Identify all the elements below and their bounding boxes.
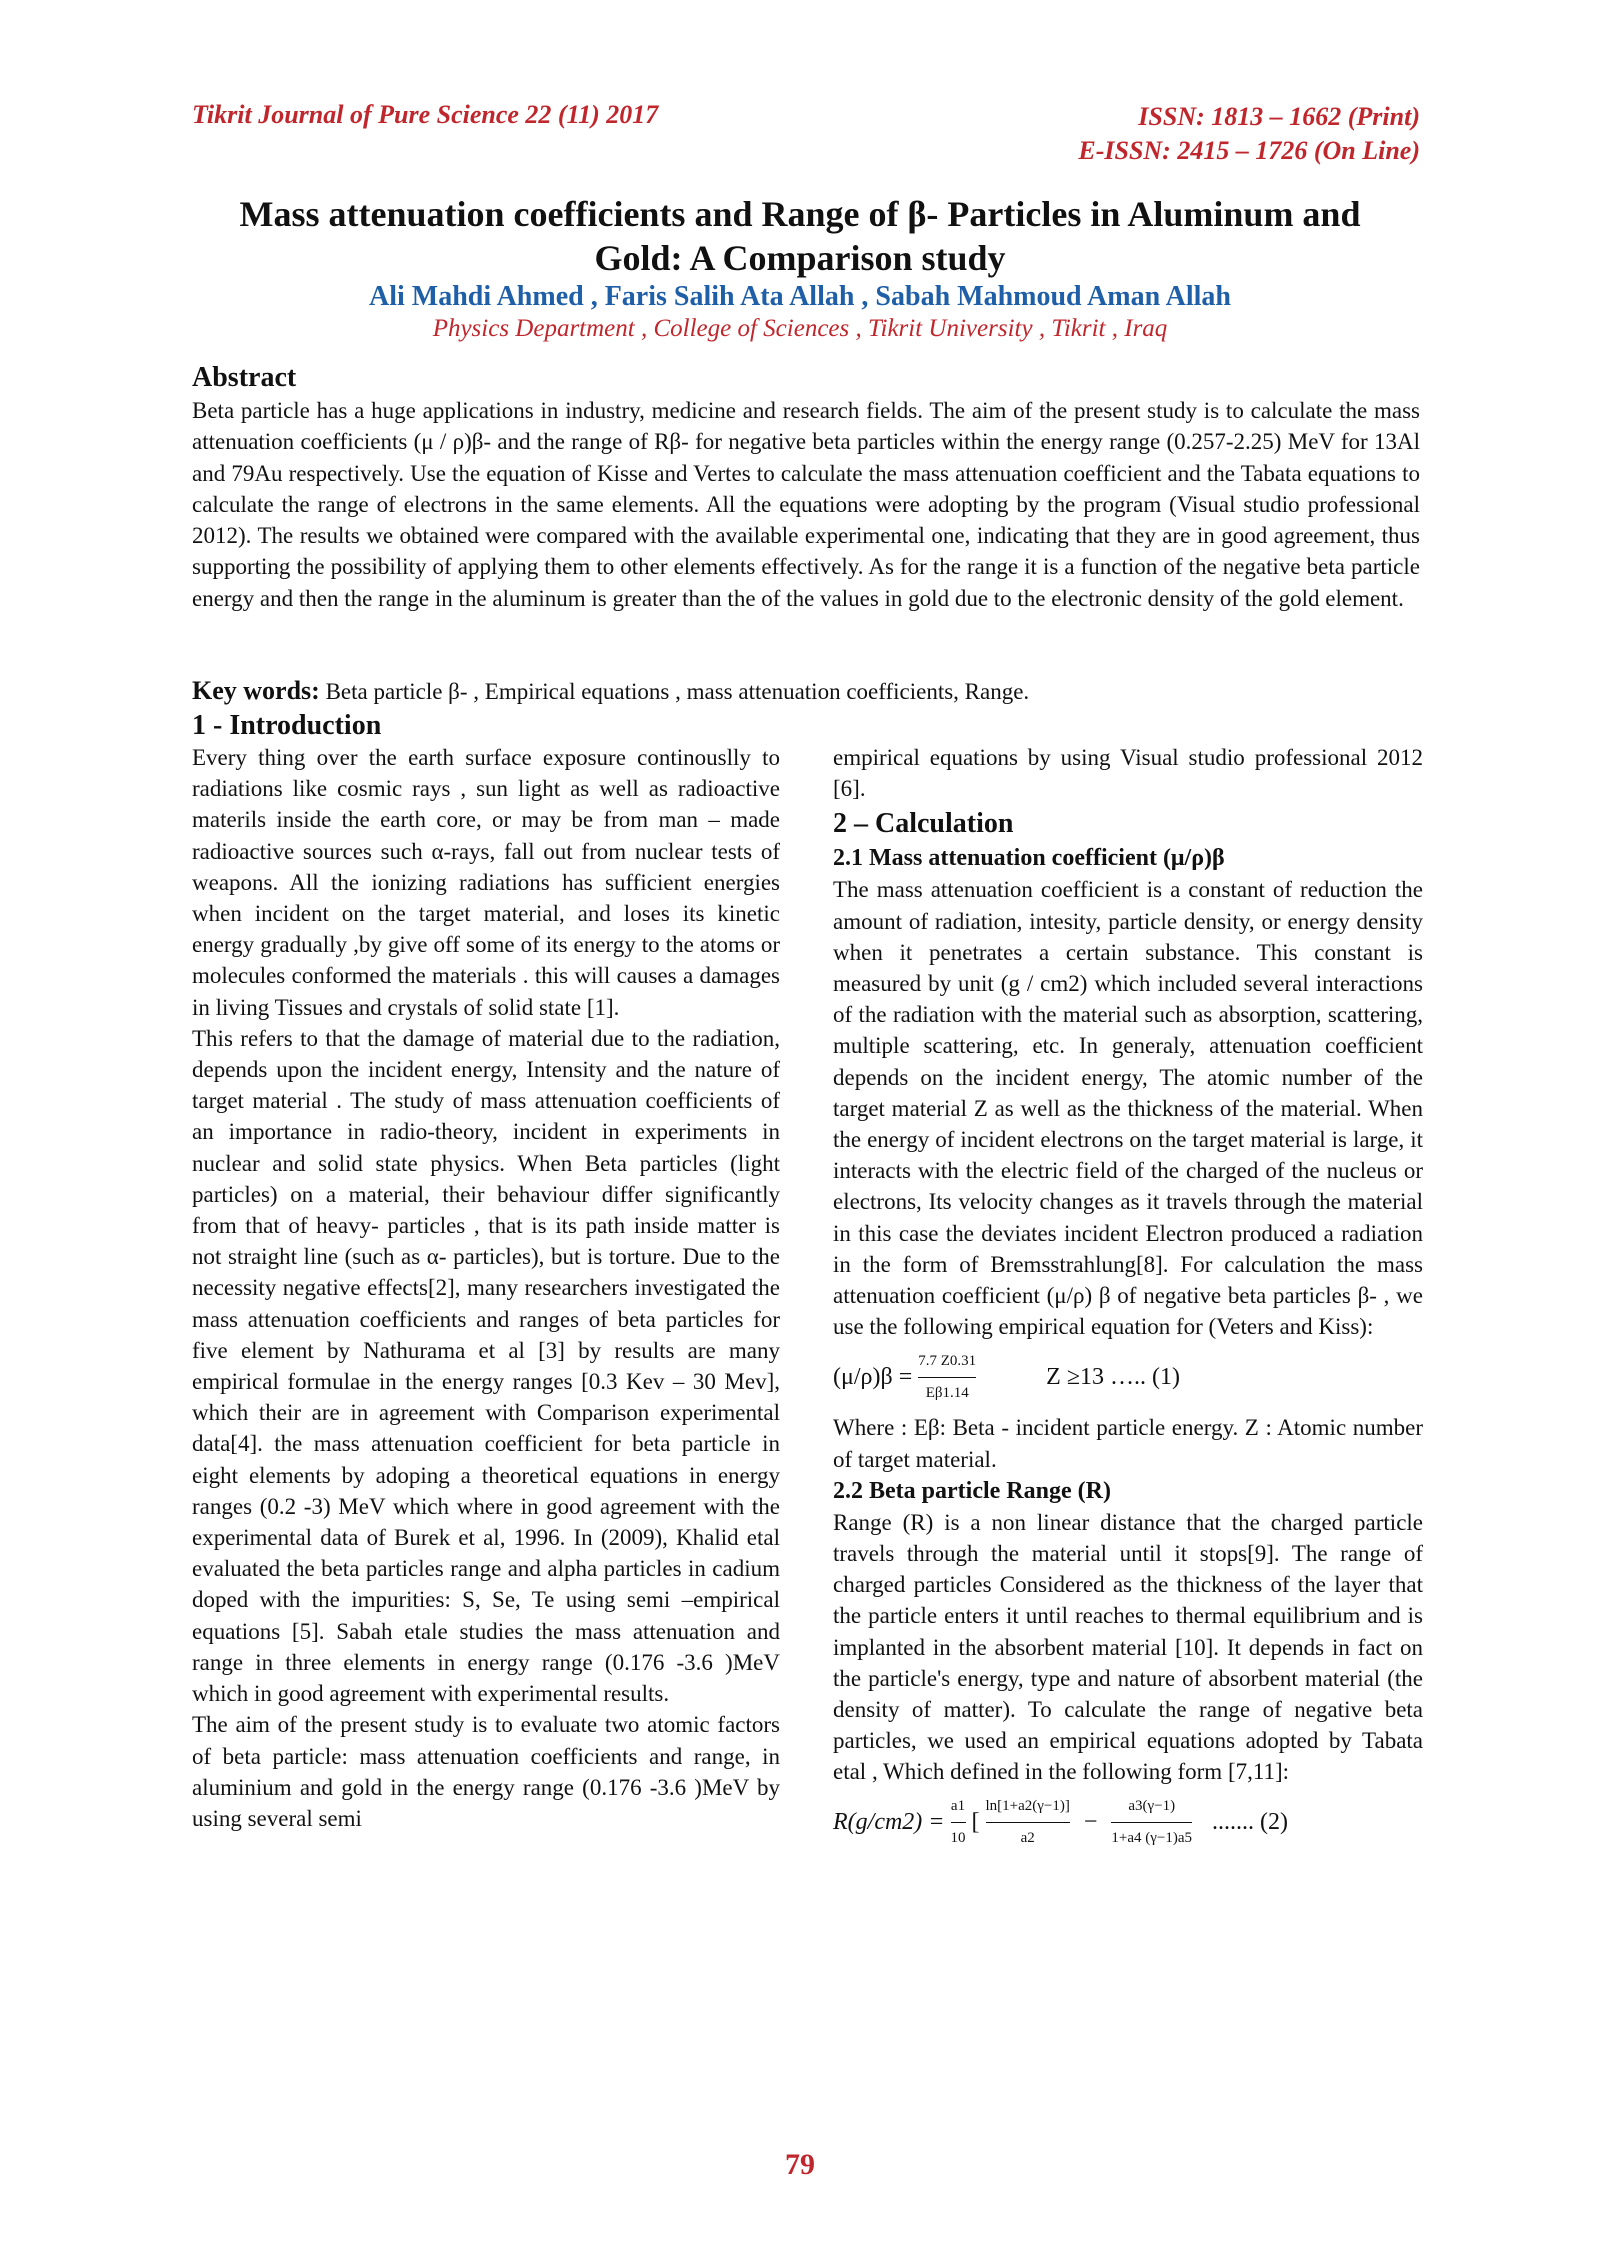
mass-attenuation-paragraph: The mass attenuation coefficient is a constant of reduction the amount of radiation, intesity, particle density, or energy density when it penetrates a certain substance. This constant is measured by unit (g / cm2) which included several interactions of the radiation with the material such as absorption, scattering, multiple scattering, etc. In generaly, attenuation coefficient depends on the incident energy, The atomic number of the target material Z as well as the thickness of the material. When the energy of incident electrons on the target material is large, it interacts with the electric field of the charged of the nucleus or electrons, Its velocity changes as it travels through the material in this case the deviates incident Electron produced a radiation in the form of Bremsstrahlung[8]. For calculation the mass attenuation coefficient (μ/ρ) β of negative beta particles β- , we use the following empirical equation for (Veters and Kiss): <box>833 877 1423 1340</box>
page-number: 79 <box>785 2148 815 2181</box>
intro-paragraph-2: This refers to that the damage of material due to the radiation, depends upon the incident energy, Intensity and the nature of target material . The study of mass attenuation coefficients of an importance in radio-theory, incident in experiments in nuclear and solid state physics. When Beta particles (light particles) on a material, their behaviour differ significantly from that of heavy- particles , that is its path inside matter is not straight line (such as α- particles), but is torture. Due to the necessity negative effects[2], many researchers investigated the mass attenuation coefficients and ranges of beta particles for five element by Nathurama et al [3] by results are many empirical formulae in the energy ranges [0.3 Kev – 30 Mev], which their are in agreement with Comparison experimental data[4]. the mass attenuation coefficient for beta particle in eight elements by adoping a theoretical equations in energy ranges (0.2 -3) MeV which where in good agreement with the experimental data of Burek et al, 1996. In (2009), Khalid etal evaluated the beta particles range and alpha particles in cadium doped with the impurities: S, Se, Te using semi –empirical equations [5]. Sabah etale studies the mass attenuation and range in three elements in energy range (0.176 -3.6 )MeV which in good agreement with experimental results. <box>192 1025 780 1707</box>
eq2-f1-numerator: a1 <box>950 1797 966 1814</box>
right-column <box>833 742 1423 1858</box>
range-paragraph: Range (R) is a non linear distance that the charged particle travels through the material until it stops[9]. The range of charged particles Considered as the thickness of the layer that the particle enters it until reaches to thermal equilibrium and is implanted in the absorbent material [10]. It depends in fact on the particle's energy, type and nature of absorbent material (the density of matter). To calculate the range of negative beta particles, we used an empirical equations adopted by Tabata etal , Which defined in the following form [7,11]: <box>833 1509 1423 1785</box>
issn-print: ISSN: 1813 – 1662 (Print) <box>1138 102 1420 131</box>
eq2-fraction-3 <box>1111 1791 1192 1854</box>
title-line-2: Gold: A Comparison study <box>594 238 1006 278</box>
keywords-text: Beta particle β- , Empirical equations , mass attenuation coefficients, Range. <box>325 679 1030 704</box>
equation-1 <box>833 1348 1423 1406</box>
eq2-tag: ....... (2) <box>1212 1809 1288 1836</box>
title-line-1: Mass attenuation coefficients and Range of β- Particles in Aluminum and <box>239 194 1361 234</box>
where-text: Where : Eβ: Beta - incident particle energy. Z : Atomic number of target material. <box>833 1415 1423 1472</box>
eq2-lhs: R(g/cm2) = <box>833 1809 945 1836</box>
paper-title <box>150 192 1450 280</box>
eq2-f1-denominator: 10 <box>950 1830 966 1847</box>
journal-name: Tikrit Journal of Pure Science 22 (11) 2017 <box>192 100 659 129</box>
intro-paragraph-1: Every thing over the earth surface exposure continouslly to radiations like cosmic rays , sun light as well as radioactive materils inside the earth core, or may be from man – made radioactive sources such α-rays, fall out from nuclear tests of weapons. All the ionizing radiations has sufficient energies when incident on the target material, and loses its kinetic energy gradually ,by give off some of its energy to the atoms or molecules conformed the materials . this will causes a damages in living Tissues and crystals of solid state [1]. <box>192 745 780 1020</box>
eq2-f3-numerator: a3(γ−1) <box>1128 1797 1176 1814</box>
mass-attenuation-heading: 2.1 Mass attenuation coefficient (μ/ρ)β <box>833 845 1225 872</box>
eq2-f2-numerator: ln[1+a2(γ−1)] <box>985 1797 1070 1814</box>
affiliation: Physics Department , College of Sciences , Tikrit University , Tikrit , Iraq <box>432 315 1168 342</box>
abstract-text: Beta particle has a huge applications in industry, medicine and research fields. The aim of the present study is to calculate the mass attenuation coefficients (μ / ρ)β- and the range of Rβ- for negative beta particles within the energy range (0.257-2.25) MeV for 13Al and 79Au respectively. Use the equation of Kisse and Vertes to calculate the mass attenuation coefficient and the Tabata equations to calculate the range of electrons in the same elements. All the equations were adopting by the program (Visual studio professional 2012). The results we obtained were compared with the available experimental one, indicating that they are in good agreement, thus supporting the possibility of applying them to other elements effectively. As for the range it is a function of the negative beta particle energy and then the range in the aluminum is greater than the of the values in gold due to the electronic density of the gold element. <box>192 398 1420 611</box>
eq1-numerator: 7.7 Z0.31 <box>918 1352 977 1369</box>
eq1-fraction <box>918 1346 976 1409</box>
eq1-lhs: (μ/ρ)β = <box>833 1363 913 1390</box>
eq2-f2-denominator: a2 <box>1020 1830 1035 1847</box>
left-column <box>192 742 780 1834</box>
calculation-heading: 2 – Calculation <box>833 808 1014 840</box>
issn-online: E-ISSN: 2415 – 1726 (On Line) <box>1078 136 1420 165</box>
intro-heading: 1 - Introduction <box>192 710 382 741</box>
keywords <box>192 676 1420 706</box>
equation-2: R(g/cm2) = $\frac{a1}{10}$ [ $\frac{\ln[1+a2(\gamma-1)]}{a2}$ − $\frac{a3(\gamma-1)}{1+a4 (\gamma-1)a5}$ ....... (2) <box>833 1794 1423 1852</box>
eq2-fraction-2 <box>986 1791 1070 1854</box>
keywords-label: Key words: <box>192 676 320 705</box>
issn-block <box>1078 100 1420 168</box>
intro-paragraph-3: The aim of the present study is to evaluate two atomic factors of beta particle: mass attenuation coefficients and range, in aluminium and gold in the energy range (0.176 -3.6 )MeV by using several semi <box>192 1712 780 1831</box>
author-list: Ali Mahdi Ahmed , Faris Salih Ata Allah , Sabah Mahmoud Aman Allah <box>369 281 1231 312</box>
eq1-denominator: Eβ1.14 <box>925 1384 969 1401</box>
eq2-f3-denominator: 1+a4 (γ−1)a5 <box>1111 1830 1193 1847</box>
right-paragraph-0: empirical equations by using Visual studio professional 2012 [6]. <box>833 745 1423 802</box>
eq2-fraction-1 <box>951 1791 966 1854</box>
abstract-heading: Abstract <box>192 362 297 393</box>
eq1-condition: Z ≥13 ….. (1) <box>1046 1363 1180 1390</box>
range-heading: 2.2 Beta particle Range (R) <box>833 1477 1111 1504</box>
